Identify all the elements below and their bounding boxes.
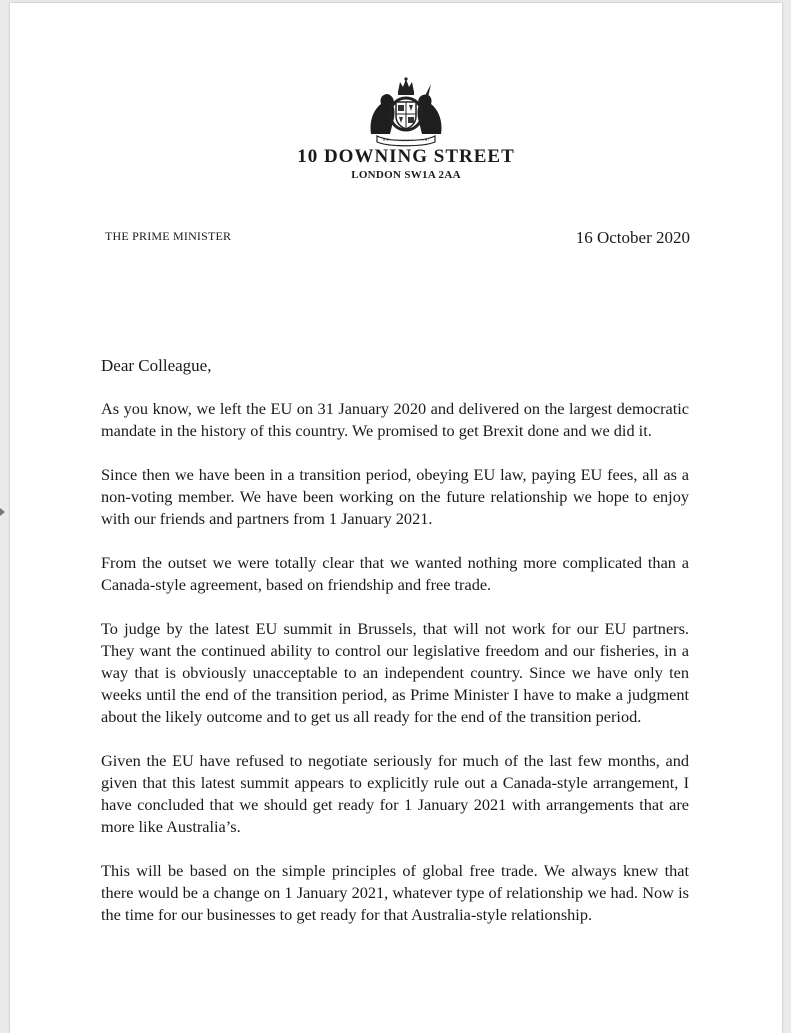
paragraph-1: As you know, we left the EU on 31 January 2020 and delivered on the largest democratic mandate in the history of this country. We promised to get Brexit done and we did it. — [101, 399, 689, 440]
letter-page — [10, 3, 782, 1033]
page-nav-marker — [0, 508, 5, 516]
paragraph-3: From the outset we were totally clear that we wanted nothing more complicated than a Canada-style agreement, based on friendship and free trade. — [101, 553, 689, 594]
sender-office: THE PRIME MINISTER — [105, 229, 232, 243]
letter-date: 16 October 2020 — [575, 228, 690, 247]
paragraph-5: Given the EU have refused to negotiate seriously for much of the last few months, and given that this latest summit appears to explicitly rule out a Canada-style arrangement, I have concluded that we should get ready for 1 January 2021 with arrangements that are more like Australia’s. — [101, 751, 689, 836]
letterhead-address-line1: 10 DOWNING STREET — [297, 146, 515, 167]
salutation: Dear Colleague, — [101, 356, 212, 375]
letter-body — [101, 398, 689, 948]
paragraph-2: Since then we have been in a transition period, obeying EU law, paying EU fees, all as a non-voting member. We have been working on the future relationship we hope to enjoy with our friends and partners from 1 January 2021. — [101, 465, 689, 528]
letterhead-address-line2: LONDON SW1A 2AA — [351, 169, 461, 181]
paragraph-6: This will be based on the simple principles of global free trade. We always knew that there would be a change on 1 January 2021, whatever type of relationship we had. Now is the time for our businesses to get ready for that Australia-style relationship. — [101, 861, 689, 924]
royal-coat-of-arms-icon — [365, 76, 447, 148]
paragraph-4: To judge by the latest EU summit in Brussels, that will not work for our EU partners. They want the continued ability to control our legislative freedom and our fisheries, in a way that is obviously unacceptable to an independent country. Since we have only ten weeks until the end of the transition period, as Prime Minister I have to make a judgment about the likely outcome and to get us all ready for the end of the transition period. — [101, 619, 689, 726]
